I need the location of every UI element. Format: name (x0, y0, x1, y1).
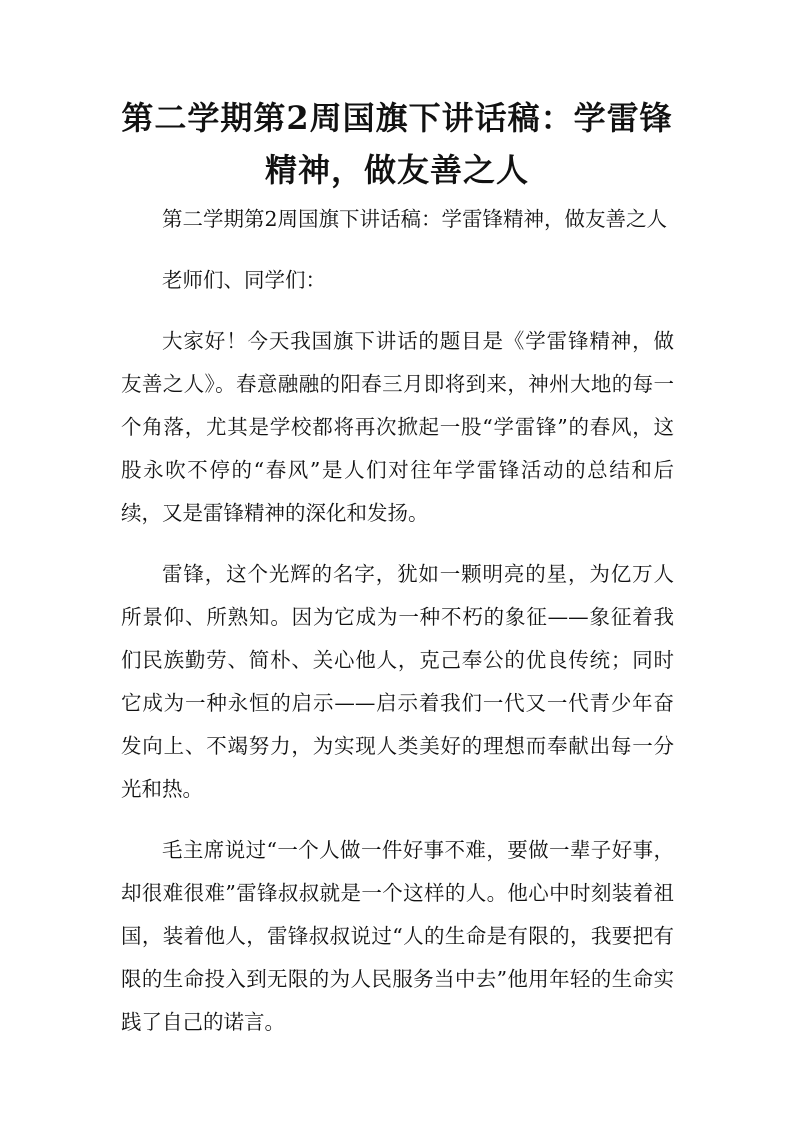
paragraph-salutation: 老师们、同学们： (162, 268, 326, 292)
paragraph-chairman-mao: 毛主席说过“一个人做一件好事不难，要做一辈子好事，却很难很难”雷锋叔叔就是一个这样的人。他心中时刻装着祖国，装着他人，雷锋叔叔说过“人的生命是有限的，我要把有限的生命投入到无限的为人民服务当中去”他用年轻的生命实践了自己的诺言。 (121, 838, 674, 1034)
document-title: 第二学期第2周国旗下讲话稿：学雷锋精神，做友善之人 (121, 99, 673, 189)
paragraph-subtitle: 第二学期第2周国旗下讲话稿：学雷锋精神，做友善之人 (162, 207, 668, 231)
document-body (121, 198, 674, 1062)
paragraph-intro: 大家好！今天我国旗下讲话的题目是《学雷锋精神，做友善之人》。春意融融的阳春三月即将到来，神州大地的每一个角落，尤其是学校都将再次掀起一股“学雷锋”的春风，这股永吹不停的“春风”是人们对往年学雷锋活动的总结和后续，又是雷锋精神的深化和发扬。 (121, 329, 674, 525)
paragraph-lei-feng: 雷锋，这个光辉的名字，犹如一颗明亮的星，为亿万人所景仰、所熟知。因为它成为一种不朽的象征——象征着我们民族勤劳、简朴、关心他人，克己奉公的优良传统；同时它成为一种永恒的启示——启示着我们一代又一代青少年奋发向上、不竭努力，为实现人类美好的理想而奉献出每一分光和热。 (121, 562, 674, 801)
